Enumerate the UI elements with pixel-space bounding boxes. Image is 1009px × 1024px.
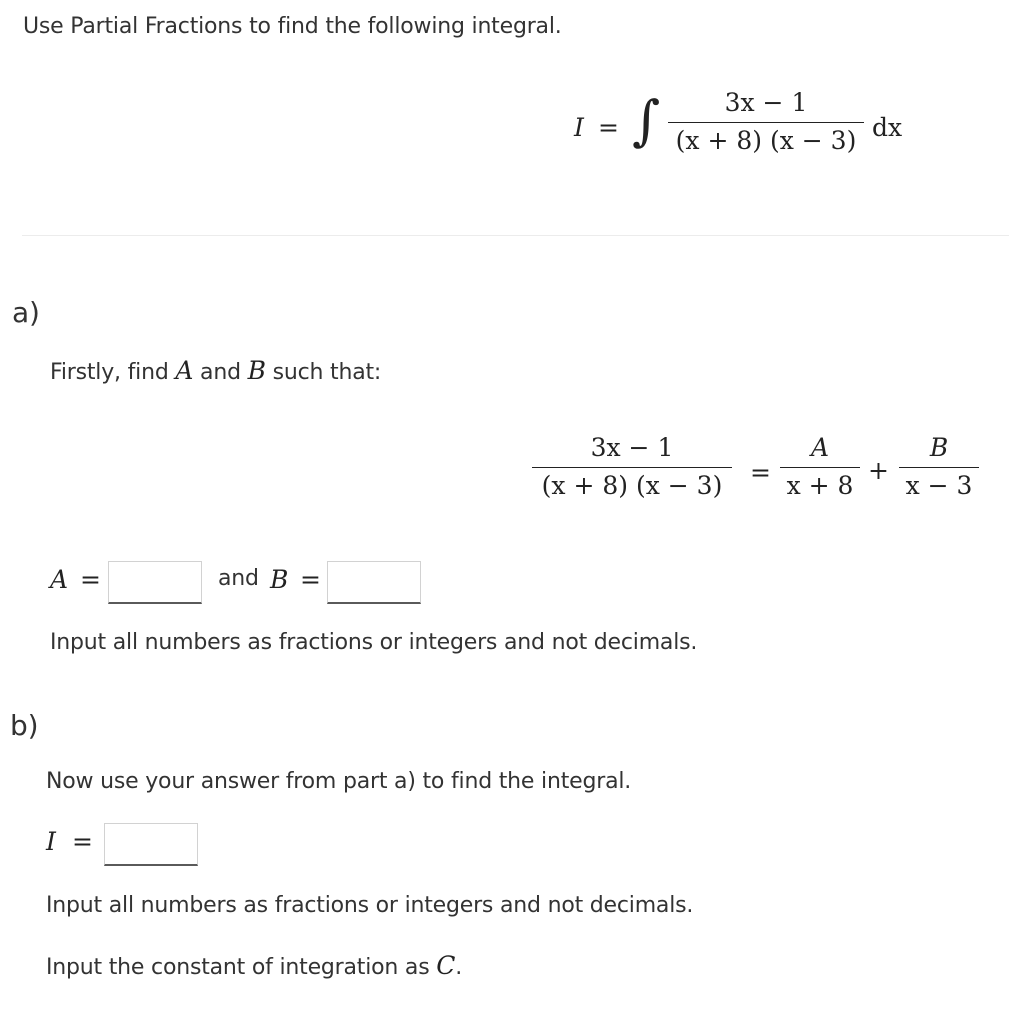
- integral-equals: =: [598, 113, 619, 142]
- part-b-intro: Now use your answer from part a) to find the integral.: [46, 769, 632, 794]
- answer-a-label: A: [50, 565, 69, 594]
- constant-c: C: [436, 951, 456, 980]
- part-b-note-1: Input all numbers as fractions or integers and not decimals.: [46, 893, 694, 918]
- equation-equals: =: [750, 458, 771, 487]
- intro-text-2: and: [193, 360, 248, 385]
- intro-text-3: such that:: [265, 360, 382, 385]
- a-denominator: x + 8: [786, 471, 854, 500]
- integral-lhs: I: [574, 113, 584, 142]
- b-fraction: [899, 433, 979, 501]
- integral-fraction: [668, 88, 864, 156]
- answer-b-equals: =: [300, 565, 321, 594]
- a-fraction: [780, 433, 860, 501]
- answer-b-input[interactable]: [327, 561, 421, 604]
- answer-i-label: I: [46, 827, 56, 856]
- answer-a-input[interactable]: [108, 561, 202, 604]
- integral-sign: ∫: [632, 89, 661, 152]
- equation-plus: +: [868, 456, 889, 485]
- lhs-denominator: (x + 8) (x − 3): [541, 471, 723, 500]
- part-b-note-2: [46, 951, 462, 980]
- note-2-text: Input the constant of integration as: [46, 955, 437, 980]
- var-b: B: [247, 356, 266, 385]
- integral-differential: dx: [872, 113, 903, 142]
- instruction-text: Use Partial Fractions to find the following integral.: [23, 14, 562, 39]
- answer-i-equals: =: [72, 827, 93, 856]
- b-numerator: B: [929, 433, 949, 462]
- answer-b-label: B: [270, 565, 289, 594]
- integral-answer-input[interactable]: [104, 823, 198, 866]
- a-numerator: A: [810, 433, 830, 462]
- lhs-fraction: [532, 433, 732, 501]
- b-denominator: x − 3: [905, 471, 973, 500]
- part-a-intro: [50, 356, 381, 385]
- note-2-period: .: [455, 955, 462, 980]
- fraction-bar: [899, 467, 979, 468]
- integral-denominator: (x + 8) (x − 3): [675, 126, 857, 155]
- fraction-bar: [668, 122, 864, 123]
- intro-text-1: Firstly, find: [50, 360, 176, 385]
- var-a: A: [175, 356, 194, 385]
- and-text: and: [218, 566, 259, 591]
- integral-numerator: 3x − 1: [724, 88, 808, 117]
- part-a-label: a): [12, 296, 40, 329]
- part-a-note: Input all numbers as fractions or integers and not decimals.: [50, 630, 698, 655]
- fraction-bar: [532, 467, 732, 468]
- lhs-numerator: 3x − 1: [590, 433, 674, 462]
- fraction-bar: [780, 467, 860, 468]
- part-b-label: b): [10, 709, 39, 742]
- section-divider: [22, 235, 1009, 236]
- answer-a-equals: =: [80, 565, 101, 594]
